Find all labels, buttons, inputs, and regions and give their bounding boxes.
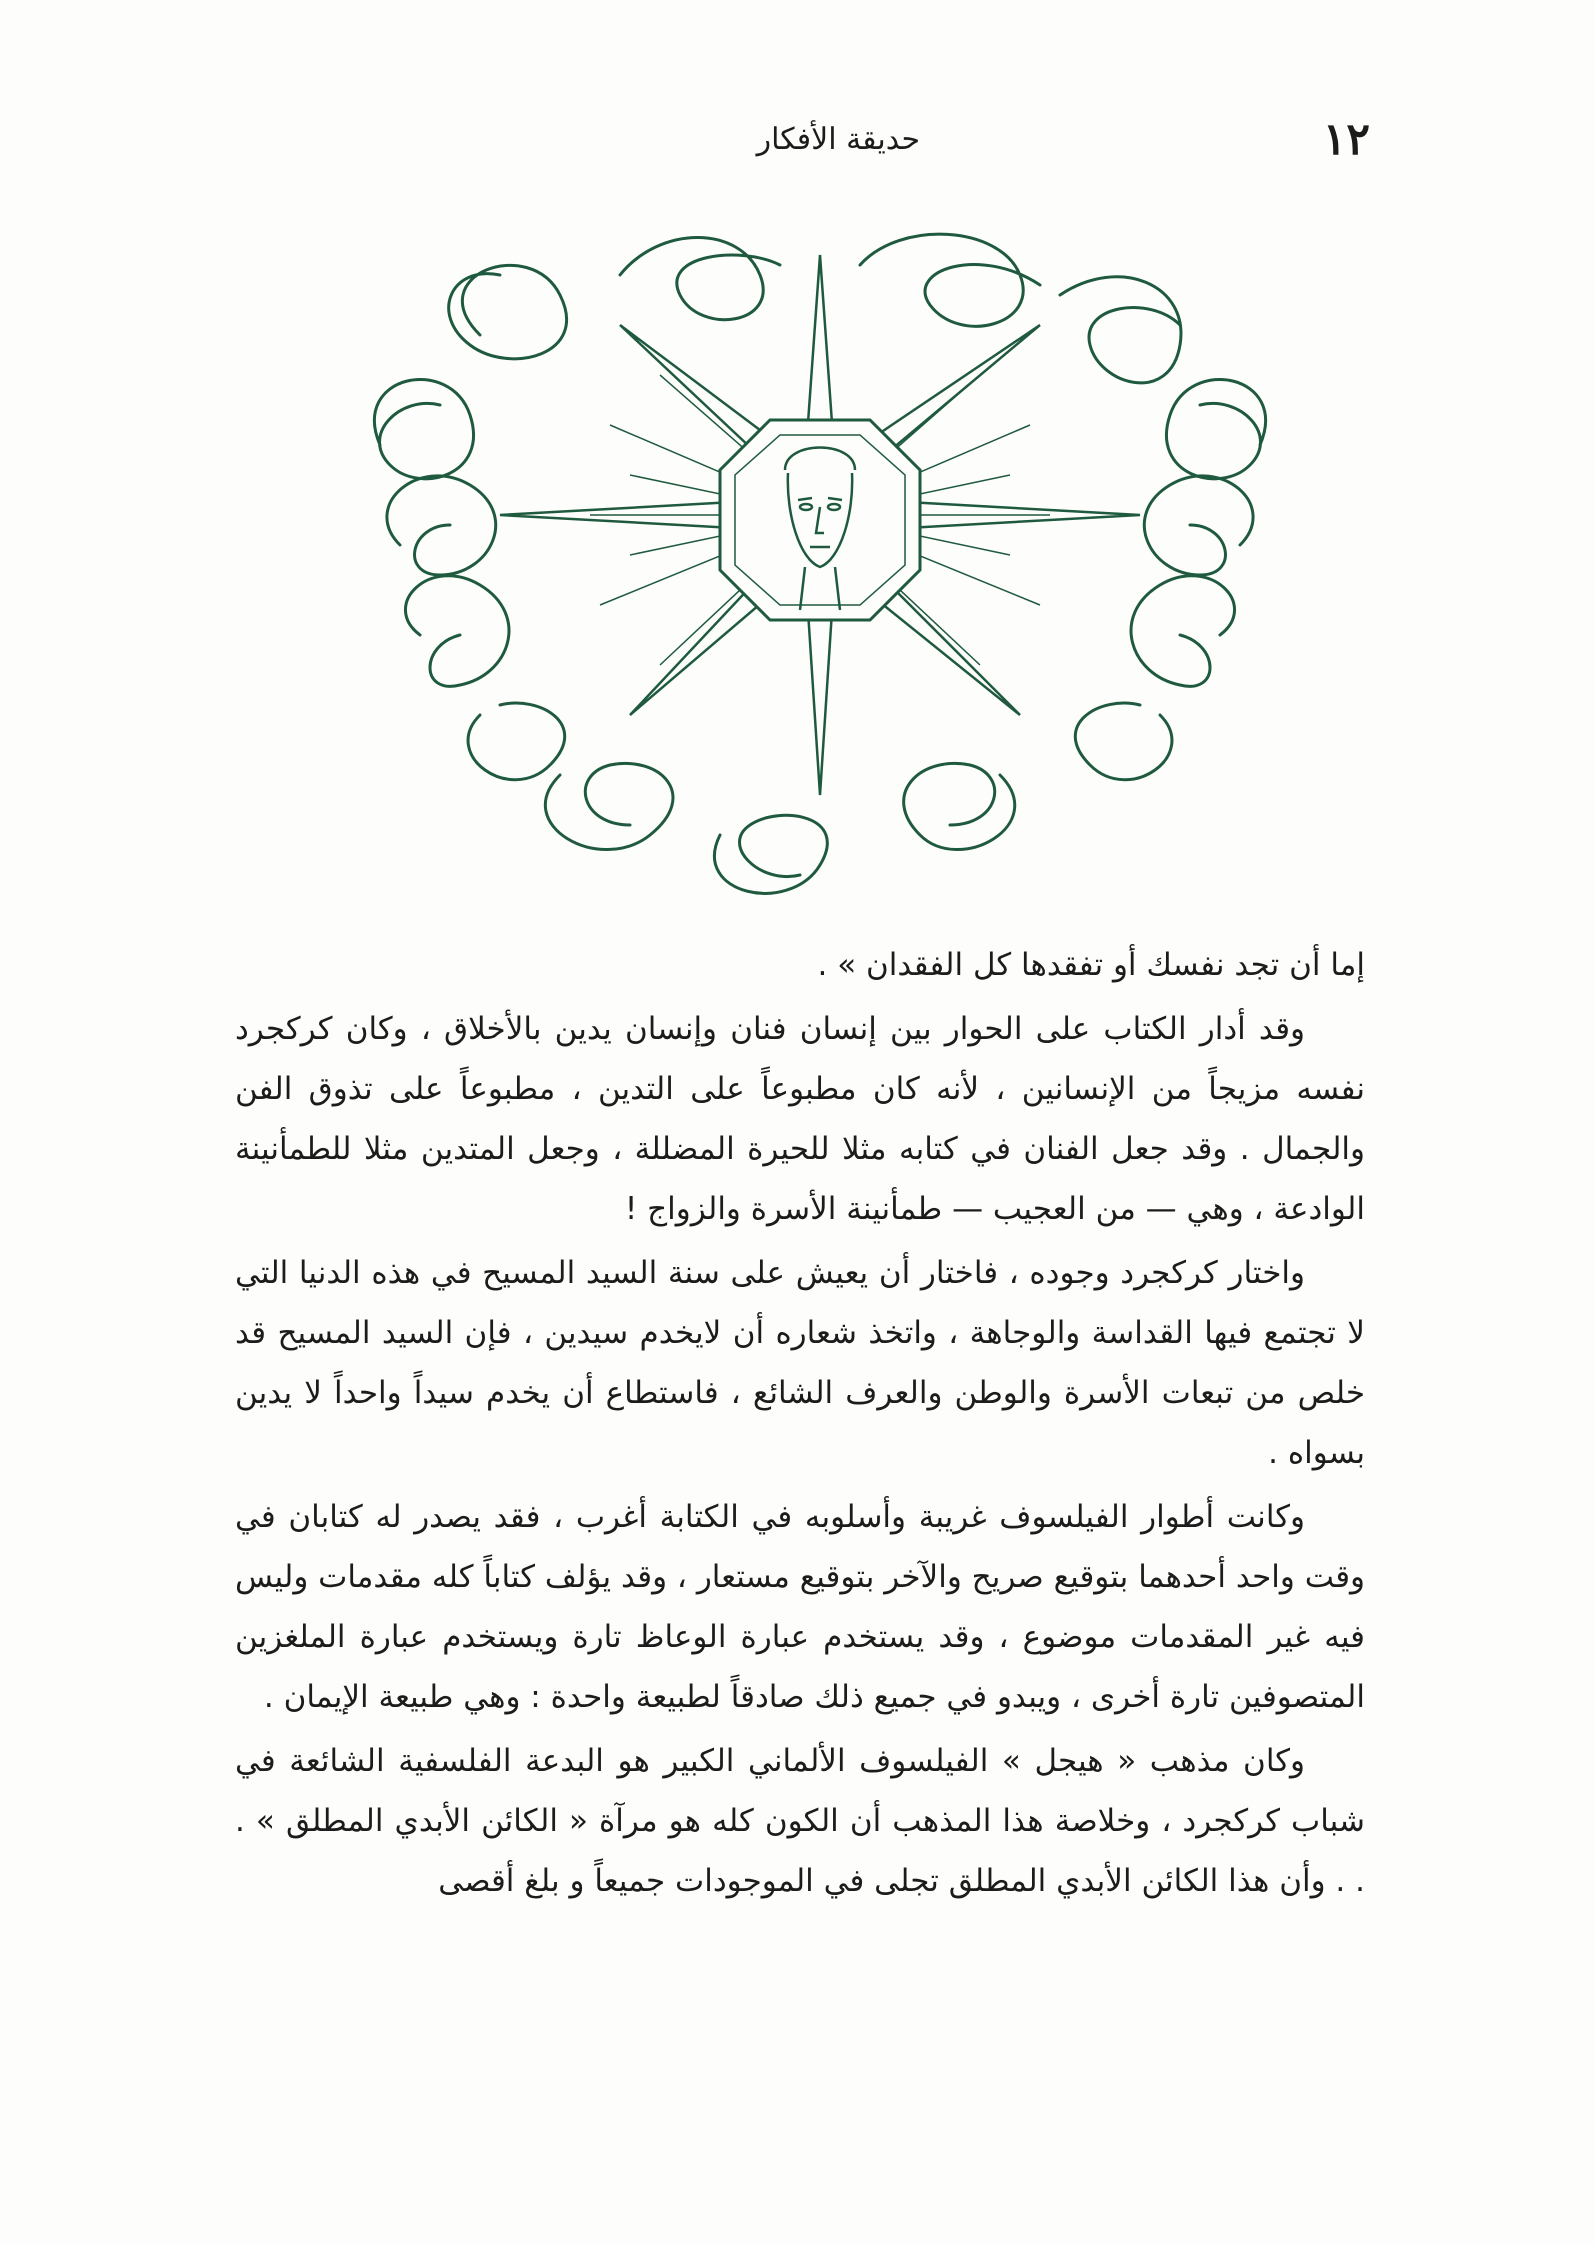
flourish-right-2 bbox=[1144, 476, 1253, 575]
flourish-top-left bbox=[449, 265, 567, 358]
flourish-top-far-right bbox=[1060, 277, 1181, 383]
paragraph: وكان مذهب « هيجل » الفيلسوف الألماني الكبير هو البدعة الفلسفية الشائعة في شباب كركجرد ، وخلاصة هذا المذهب أن الكون كله هو مرآة « الكائن الأبدي المطلق » . . . وأن هذا الكائن الأبدي المطلق تجلى في الموجودات جميعاً و بلغ أقصى bbox=[235, 1743, 1365, 1899]
body-text bbox=[235, 935, 1365, 1915]
running-title: حديقة الأفكار bbox=[756, 122, 920, 157]
flourish-left-2 bbox=[387, 476, 496, 575]
flourish-bottom-far-left bbox=[468, 703, 565, 780]
ornamental-star-face-illustration bbox=[360, 215, 1280, 915]
paragraph: واختار كركجرد وجوده ، فاختار أن يعيش على سنة السيد المسيح في هذه الدنيا التي لا تجتمع فيها القداسة والوجاهة ، واتخذ شعاره أن لايخدم سيدين ، فإن السيد المسيح قد خلص من تبعات الأسرة والوطن والعرف الشائع ، فاستطاع أن يخدم سيداً واحداً لا يدين بسواه . bbox=[235, 1255, 1365, 1471]
flourish-right-3 bbox=[1131, 576, 1234, 687]
ornament-svg bbox=[360, 215, 1280, 915]
flourish-bottom bbox=[714, 815, 827, 893]
page-header bbox=[230, 110, 1370, 170]
octagon-frame bbox=[720, 420, 920, 620]
paragraph: وقد أدار الكتاب على الحوار بين إنسان فنان وإنسان يدين بالأخلاق ، وكان كركجرد نفسه مزيجاً من الإنسانين ، لأنه كان مطبوعاً على التدين ، مطبوعاً على تذوق الفن والجمال . وقد جعل الفنان في كتابه مثلا للحيرة المضللة ، وجعل المتدين مثلا للطمأنينة الوادعة ، وهي — من العجيب — طمأنينة الأسرة والزواج ! bbox=[235, 1011, 1365, 1227]
flourish-right-1 bbox=[1166, 379, 1265, 478]
flourish-bottom-left bbox=[545, 763, 673, 849]
flourish-left-1 bbox=[374, 379, 473, 478]
flourish-top bbox=[620, 238, 780, 320]
paragraph: إما أن تجد نفسك أو تفقدها كل الفقدان » . bbox=[817, 947, 1365, 983]
flourish-bottom-far-right bbox=[1075, 703, 1172, 780]
flourish-bottom-right bbox=[904, 763, 1015, 849]
page-number: ١٢ bbox=[1322, 114, 1370, 165]
flourish-top-right bbox=[860, 234, 1040, 326]
paragraph: وكانت أطوار الفيلسوف غريبة وأسلوبه في الكتابة أغرب ، فقد يصدر له كتابان في وقت واحد أحدهما بتوقيع صريح والآخر بتوقيع مستعار ، وقد يؤلف كتاباً كله مقدمات وليس فيه غير المقدمات موضوع ، وقد يستخدم عبارة الوعاظ تارة ويستخدم عبارة الملغزين المتصوفين تارة أخرى ، ويبدو في جميع ذلك صادقاً لطبيعة واحدة : وهي طبيعة الإيمان . bbox=[235, 1499, 1365, 1715]
flourish-left-3 bbox=[405, 576, 508, 687]
